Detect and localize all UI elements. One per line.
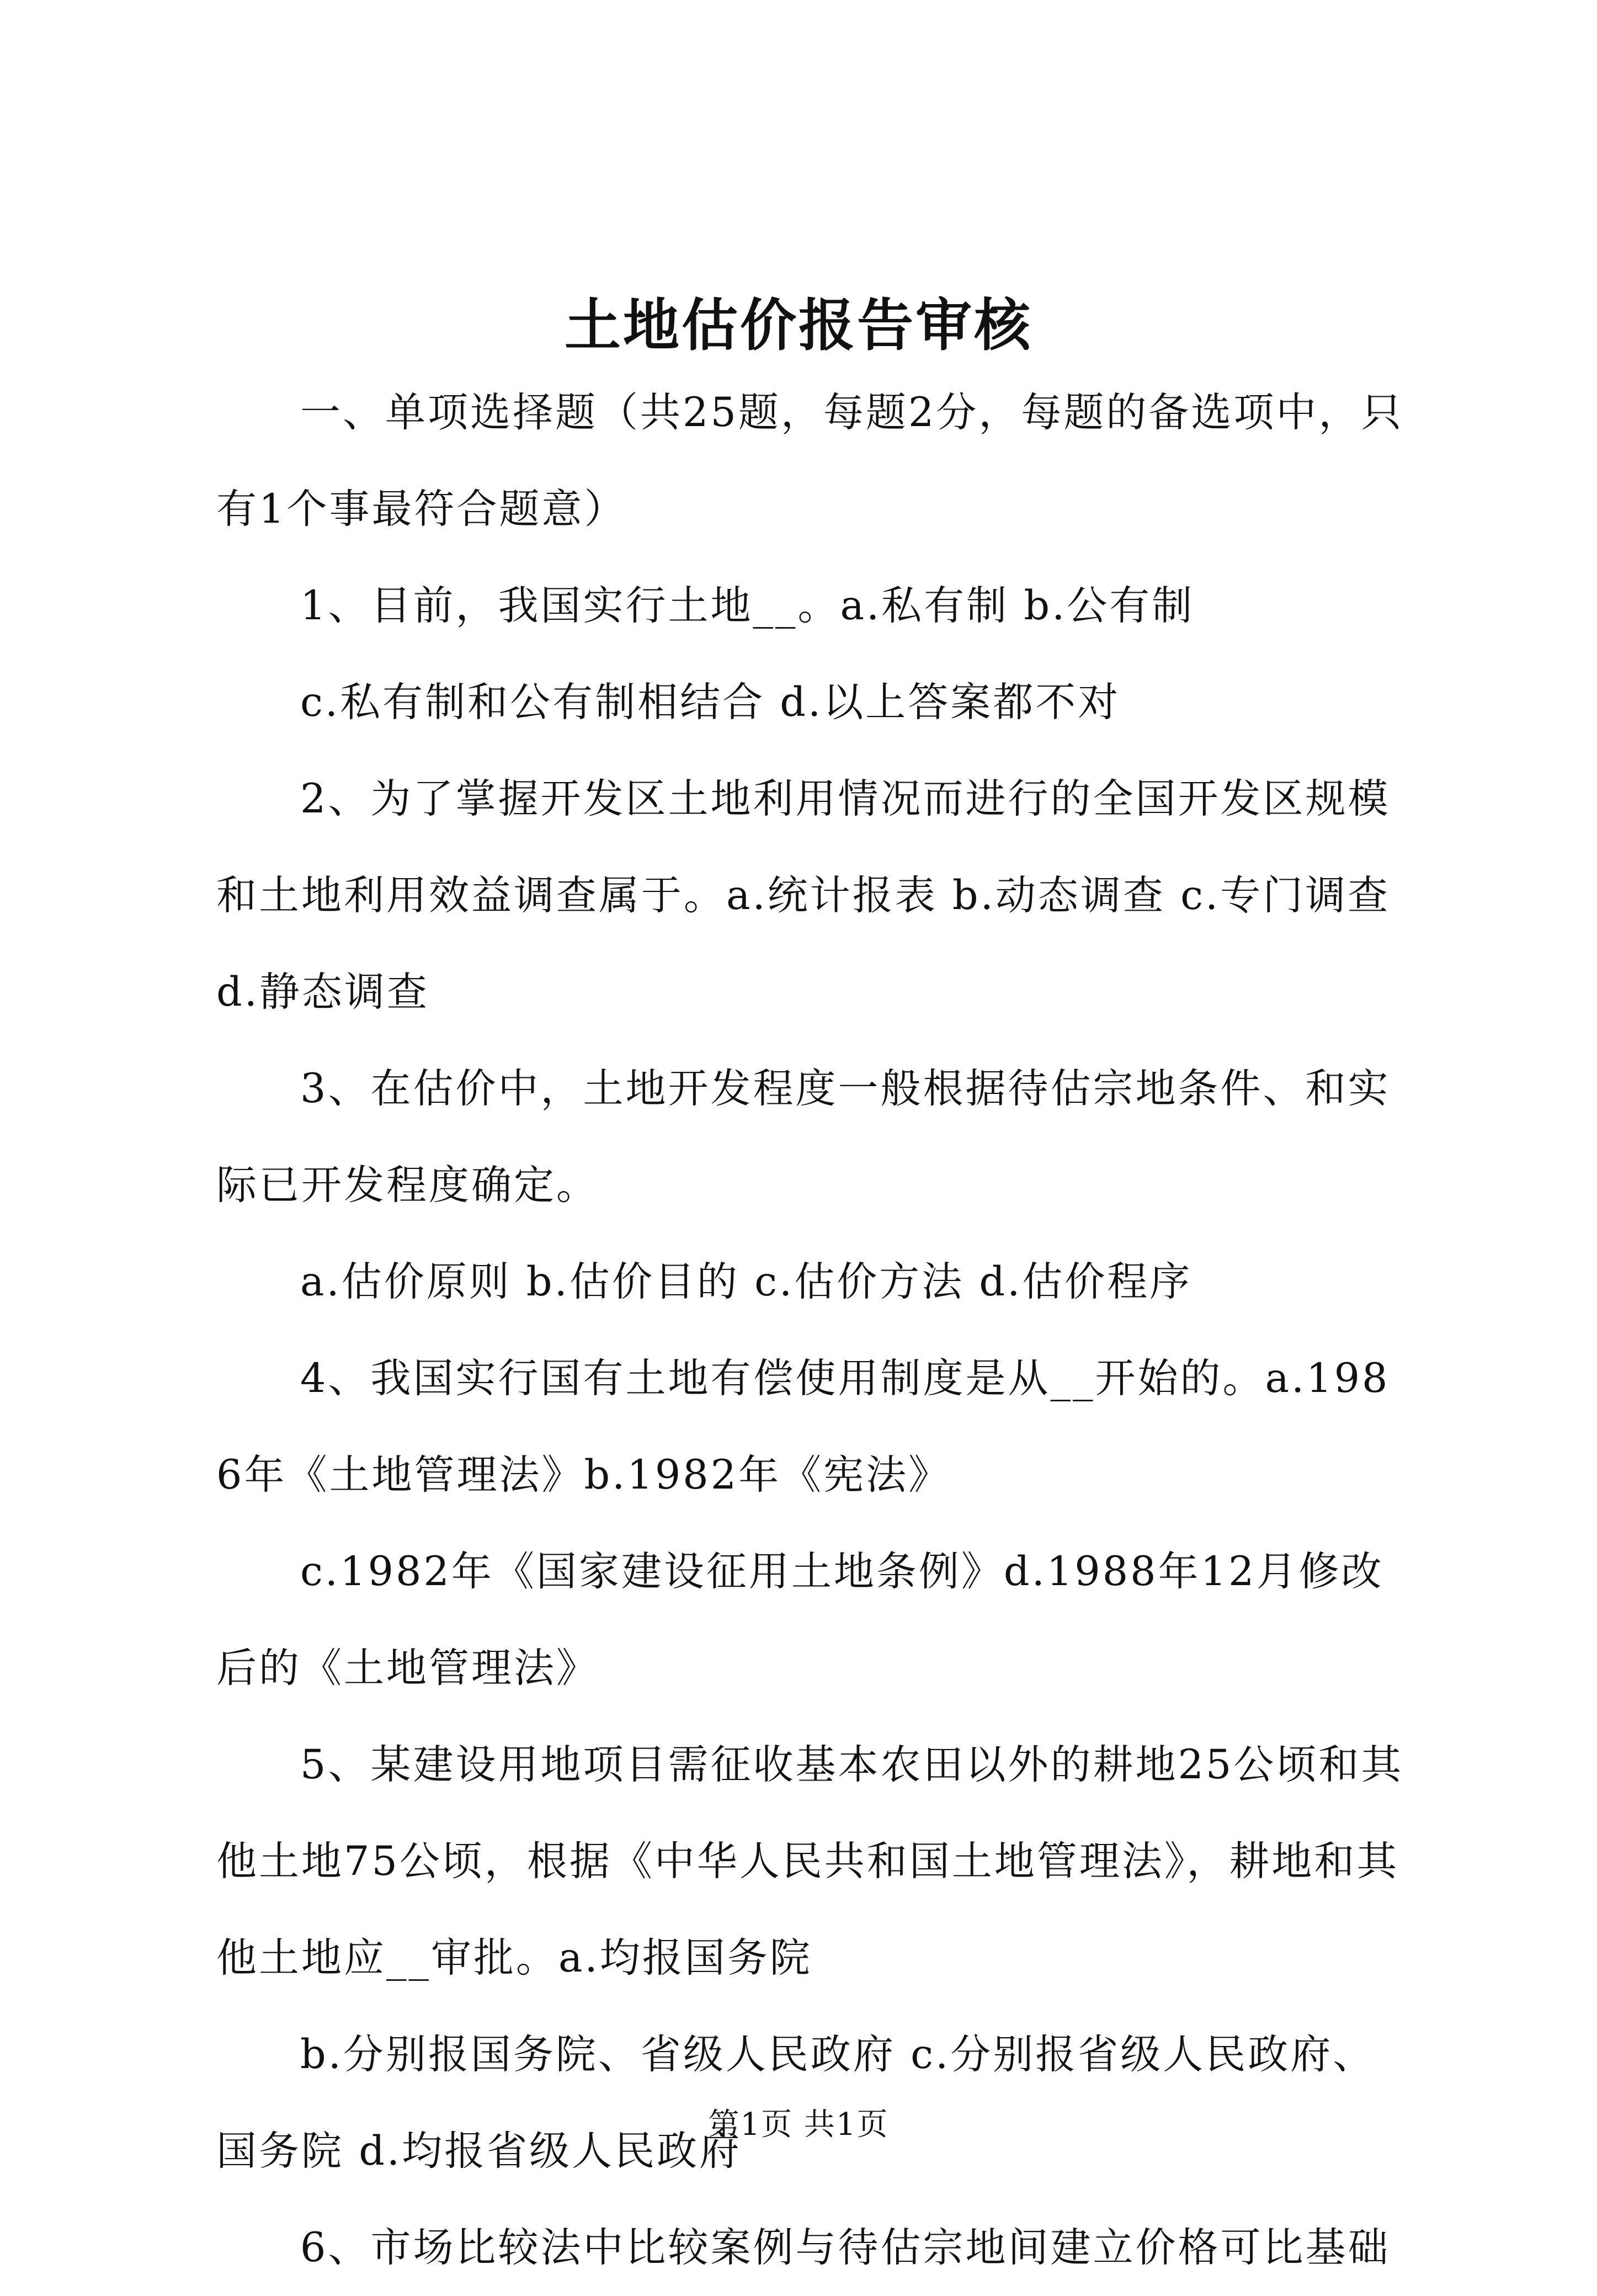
paragraph-section-heading: 一、单项选择题（共25题，每题2分，每题的备选项中，只有1个事最符合题意） bbox=[216, 389, 1404, 533]
document-body bbox=[216, 364, 1414, 2296]
page-footer: 第1页 共1页 bbox=[708, 2107, 889, 2143]
paragraph-question-4-options: c.1982年《国家建设征用土地条例》d.1988年12月修改后的《土地管理法》 bbox=[216, 1548, 1384, 1692]
paragraph-question-3: 3、在估价中，土地开发程度一般根据待估宗地条件、和实际已开发程度确定。 bbox=[216, 1065, 1391, 1209]
paragraph-question-1-options: c.私有制和公有制相结合 d.以上答案都不对 bbox=[300, 679, 1121, 726]
paragraph-question-5: 5、某建设用地项目需征收基本农田以外的耕地25公顷和其他土地75公顷，根据《中华人民共和国土地管理法》，耕地和其他土地应__审批。a.均报国务院 bbox=[216, 1741, 1404, 1981]
paragraph-question-1: 1、目前，我国实行土地__。a.私有制 b.公有制 bbox=[300, 582, 1195, 629]
paragraph-question-2: 2、为了掌握开发区土地利用情况而进行的全国开发区规模和土地利用效益调查属于。a.统计报表 b.动态调查 c.专门调查 d.静态调查 bbox=[216, 775, 1391, 1016]
paragraph-question-4: 4、我国实行国有土地有偿使用制度是从__开始的。a.1986年《土地管理法》b.1982年《宪法》 bbox=[216, 1355, 1390, 1498]
document-title: 土地估价报告审核 bbox=[565, 293, 1032, 359]
paragraph-question-5-options: b.分别报国务院、省级人民政府 c.分别报省级人民政府、国务院 d.均报省级人民政府 bbox=[216, 2031, 1376, 2175]
paragraph-question-3-options: a.估价原则 b.估价目的 c.估价方法 d.估价程序 bbox=[300, 1258, 1193, 1305]
paragraph-question-6: 6、市场比较法中比较案例与待估宗地间建立价格可比基础 bbox=[300, 2224, 1391, 2271]
